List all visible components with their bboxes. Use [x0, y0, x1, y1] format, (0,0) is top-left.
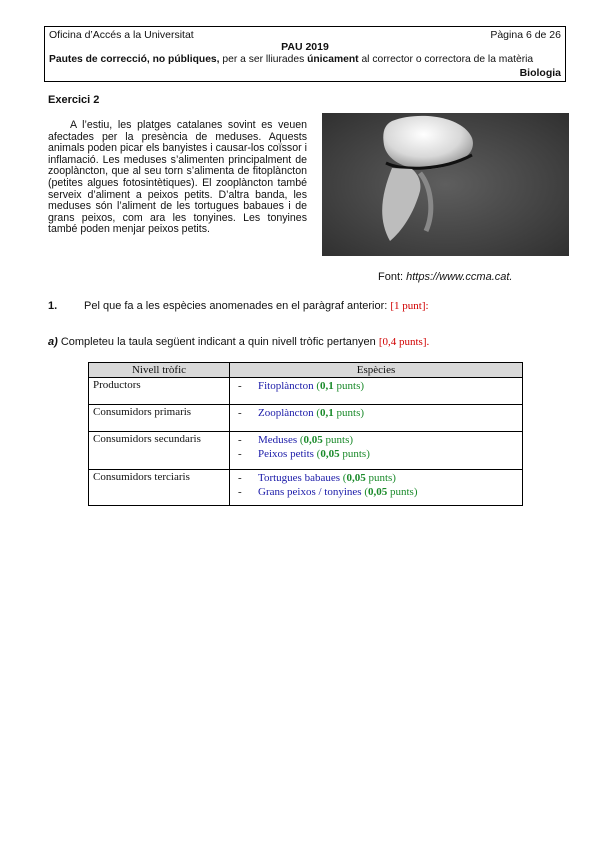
pautes-line: Pautes de correcció, no públiques, per a ser lliurades únicament al corrector o correctora de la matèria	[49, 54, 534, 65]
level-cell: Consumidors primaris	[89, 405, 230, 432]
exercise-paragraph: A l’estiu, les platges catalanes sovint es veuen afectades per la presència de meduses. Aquests animals poden picar els banyistes i causar-los coïssor i inflamació. Les meduses s’alimenten principalment de zooplàncton, que al seu torn s’alimenta de fitoplàncton (petites algues fotosintètiques). El zooplàncton també serveix d’aliment a peixos petits. D’altra banda, les meduses són l’aliment de les tortugues babaues i de grans peixos, com ara les tonyines. Les tonyines també poden menjar peixos petits.	[48, 119, 307, 236]
page-number: Pàgina 6 de 26	[490, 29, 561, 41]
species-cell: - Zooplàncton (0,1 punts)	[230, 405, 523, 432]
species-cell: - Tortugues babaues (0,05 punts) - Grans peixos / tonyines (0,05 punts)	[230, 470, 523, 506]
subject-name: Biologia	[519, 67, 561, 79]
species-cell: - Meduses (0,05 punts) - Peixos petits (0,05 punts)	[230, 432, 523, 470]
jellyfish-photo	[322, 113, 569, 256]
level-cell: Consumidors terciaris	[89, 470, 230, 506]
page-header	[44, 26, 566, 82]
level-cell: Productors	[89, 378, 230, 405]
exam-title: PAU 2019	[281, 41, 329, 53]
header-level: Nivell tròfic	[89, 363, 230, 378]
exercise-title: Exercici 2	[48, 94, 100, 106]
level-cell: Consumidors secundaris	[89, 432, 230, 470]
header-species: Espècies	[230, 363, 523, 378]
office-name: Oficina d’Accés a la Universitat	[49, 29, 194, 41]
image-source: Font: https://www.ccma.cat.	[378, 271, 513, 283]
species-cell: - Fitoplàncton (0,1 punts)	[230, 378, 523, 405]
trophic-table	[88, 362, 523, 506]
question-1: 1. Pel que fa a les espècies anomenades en el paràgraf anterior: [1 punt]:	[48, 300, 429, 312]
question-a: a) Completeu la taula següent indicant a quin nivell tròfic pertanyen [0,4 punts].	[48, 336, 430, 348]
